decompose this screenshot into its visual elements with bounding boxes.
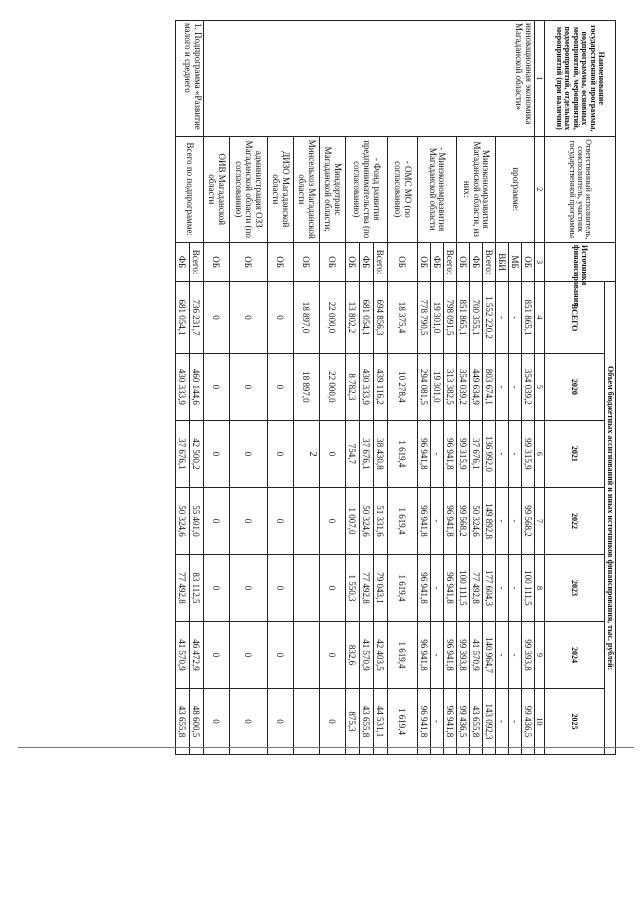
year-value-cell: [293, 621, 319, 688]
year-value-cell: 96 941,8: [417, 554, 430, 621]
total-value-cell: 851 865,1: [521, 282, 534, 354]
source-cell: МБ: [508, 242, 521, 281]
year-value-cell: 449 634,9: [469, 353, 482, 420]
year-value-cell: -: [495, 554, 508, 621]
year-value-cell: 0: [229, 689, 267, 755]
year-value-cell: 0: [319, 621, 345, 688]
year-value-cell: 37 676,1: [469, 420, 482, 487]
header-year: 2024: [544, 621, 604, 688]
year-value-cell: 96 941,8: [443, 420, 456, 487]
year-value-cell: -: [495, 420, 508, 487]
year-value-cell: [293, 554, 319, 621]
year-value-cell: -: [430, 621, 443, 688]
year-value-cell: 294 081,5: [417, 353, 430, 420]
year-value-cell: 0: [229, 554, 267, 621]
year-value-cell: 99 315,9: [456, 420, 469, 487]
source-cell: ФБ: [359, 242, 373, 281]
total-value-cell: 0: [229, 282, 267, 354]
total-value-cell: 798 091,5: [443, 282, 456, 354]
total-value-cell: 681 054,1: [359, 282, 373, 354]
executor-cell: ДИЗО Магаданской области: [267, 136, 293, 242]
source-cell: ОБ: [203, 242, 229, 281]
year-value-cell: 0: [319, 420, 345, 487]
year-value-cell: 0: [267, 554, 293, 621]
year-value-cell: -: [430, 554, 443, 621]
year-value-cell: 875,3: [345, 689, 359, 755]
year-value-cell: 0: [229, 353, 267, 420]
year-value-cell: 0: [319, 487, 345, 554]
year-value-cell: 38 430,8: [373, 420, 387, 487]
total-value-cell: -: [495, 282, 508, 354]
year-value-cell: 0: [267, 487, 293, 554]
total-value-cell: 13 802,2: [345, 282, 359, 354]
total-value-cell: 778 790,5: [417, 282, 430, 354]
source-cell: Всего:: [482, 242, 495, 281]
year-value-cell: 99 393,8: [456, 621, 469, 688]
year-value-cell: 96 941,8: [417, 487, 430, 554]
col-index: 2: [534, 136, 544, 242]
year-value-cell: 803 674,1: [482, 353, 495, 420]
rotated-table-sheet: [86, 20, 616, 755]
year-value-cell: -: [495, 487, 508, 554]
total-value-cell: 1 552 220,2: [482, 282, 495, 354]
year-value-cell: 77 492,8: [175, 554, 189, 621]
executor-cell: - ОМС МО (по согласованию): [387, 136, 417, 242]
header-name: Наименование государственной программы, подпрограммы, основных мероприятий, мероприятий, подмероприятий, отдельных мероприятий (при наличии): [544, 21, 615, 137]
year-value-cell: 460 144,6: [189, 353, 203, 420]
year-value-cell: 0: [267, 621, 293, 688]
year-value-cell: 0: [203, 487, 229, 554]
year-value-cell: 0: [229, 487, 267, 554]
year-value-cell: 1 619,4: [387, 621, 417, 688]
year-value-cell: 0: [203, 353, 229, 420]
source-cell: ОБ: [267, 242, 293, 281]
header-year: 2023: [544, 554, 604, 621]
year-value-cell: 43 655,8: [359, 689, 373, 755]
year-value-cell: 99 315,9: [521, 420, 534, 487]
source-cell: ОБ: [387, 242, 417, 281]
year-value-cell: 77 492,8: [469, 554, 482, 621]
total-value-cell: -: [508, 282, 521, 354]
col-index: 1: [534, 21, 544, 137]
year-value-cell: 430 333,9: [359, 353, 373, 420]
year-value-cell: 0: [203, 689, 229, 755]
year-value-cell: [293, 487, 319, 554]
year-value-cell: 1 007,0: [345, 487, 359, 554]
page-divider-line: [18, 747, 634, 748]
source-cell: ФБ: [469, 242, 482, 281]
source-cell: ОБ: [293, 242, 319, 281]
source-cell: ВБИ: [495, 242, 508, 281]
year-value-cell: 19 301,0: [430, 353, 443, 420]
year-value-cell: 96 941,8: [443, 554, 456, 621]
year-value-cell: 50 324,6: [469, 487, 482, 554]
year-value-cell: 1 619,4: [387, 487, 417, 554]
year-value-cell: 1 619,4: [387, 689, 417, 755]
executor-cell: Всего по подпрограмме:: [175, 136, 203, 242]
source-cell: ОБ: [456, 242, 469, 281]
year-value-cell: 79 043,1: [373, 554, 387, 621]
year-value-cell: 10 278,4: [387, 353, 417, 420]
year-value-cell: -: [495, 621, 508, 688]
year-value-cell: 0: [203, 621, 229, 688]
year-value-cell: 1 619,4: [387, 420, 417, 487]
year-value-cell: 41 570,9: [175, 621, 189, 688]
total-value-cell: 700 355,1: [469, 282, 482, 354]
col-index: 8: [534, 554, 544, 621]
year-value-cell: -: [508, 420, 521, 487]
year-value-cell: 50 324,6: [359, 487, 373, 554]
year-value-cell: 0: [203, 554, 229, 621]
executor-cell: ОИВ Магаданской области: [203, 136, 229, 242]
total-value-cell: 22 000,0: [319, 282, 345, 354]
year-value-cell: 354 039,2: [456, 353, 469, 420]
year-value-cell: 41 570,9: [469, 621, 482, 688]
source-cell: Всего:: [189, 242, 203, 281]
col-index: 7: [534, 487, 544, 554]
source-cell: ФБ: [175, 242, 189, 281]
program-name-cell: 1. Подпрограмма «Развитие малого и среднего: [175, 21, 203, 137]
executor-cell: Минэкономразвития Магаданской области, из них:: [456, 136, 495, 242]
year-value-cell: 99 436,5: [521, 689, 534, 755]
year-value-cell: 149 892,8: [482, 487, 495, 554]
year-value-cell: 8 782,3: [345, 353, 359, 420]
total-value-cell: 19 301,0: [430, 282, 443, 354]
year-value-cell: 44 531,1: [373, 689, 387, 755]
year-value-cell: 754,7: [345, 420, 359, 487]
col-index: 5: [534, 353, 544, 420]
total-value-cell: 736 231,7: [189, 282, 203, 354]
header-year: 2025: [544, 689, 604, 755]
year-value-cell: 0: [229, 621, 267, 688]
col-index: 9: [534, 621, 544, 688]
year-value-cell: 37 676,1: [175, 420, 189, 487]
budget-table: [175, 20, 616, 755]
header-executor: Ответственный исполнитель, соисполнитель, участник государственной программы: [544, 136, 615, 242]
year-value-cell: 430 333,9: [175, 353, 189, 420]
year-value-cell: 0: [203, 420, 229, 487]
header-volume: Объем бюджетных ассигнований и иных источников финансирования, тыс. рублей:: [604, 282, 615, 755]
col-index: 10: [534, 689, 544, 755]
year-value-cell: 0: [229, 420, 267, 487]
column-index-row: [534, 21, 544, 755]
header-source: Источники финансирования: [544, 242, 615, 281]
year-value-cell: 99 568,2: [456, 487, 469, 554]
source-cell: ФБ: [430, 242, 443, 281]
year-value-cell: -: [508, 487, 521, 554]
year-value-cell: 96 941,8: [417, 420, 430, 487]
col-index: 3: [534, 242, 544, 281]
source-cell: ОБ: [345, 242, 359, 281]
total-value-cell: 851 865,1: [456, 282, 469, 354]
year-value-cell: -: [430, 689, 443, 755]
source-cell: Всего:: [373, 242, 387, 281]
year-value-cell: 37 676,1: [359, 420, 373, 487]
year-value-cell: 43 655,8: [175, 689, 189, 755]
table-row: [521, 21, 534, 755]
total-value-cell: 681 054,1: [175, 282, 189, 354]
executor-cell: программе:: [495, 136, 534, 242]
year-value-cell: 96 941,8: [417, 621, 430, 688]
year-value-cell: 83 112,5: [189, 554, 203, 621]
year-value-cell: 96 941,8: [443, 621, 456, 688]
year-value-cell: 100 111,5: [456, 554, 469, 621]
year-value-cell: 1 550,3: [345, 554, 359, 621]
year-value-cell: 42 403,5: [373, 621, 387, 688]
year-value-cell: 96 941,8: [443, 487, 456, 554]
year-value-cell: 354 039,2: [521, 353, 534, 420]
year-value-cell: 0: [267, 689, 293, 755]
executor-cell: - Минэкономразвития Магаданской области: [417, 136, 456, 242]
year-value-cell: 99 436,5: [456, 689, 469, 755]
header-total: ВСЕГО: [544, 282, 604, 354]
header-year: 2021: [544, 420, 604, 487]
year-value-cell: 99 568,2: [521, 487, 534, 554]
year-value-cell: 177 604,3: [482, 554, 495, 621]
year-value-cell: 143 092,3: [482, 689, 495, 755]
year-value-cell: 832,6: [345, 621, 359, 688]
year-value-cell: -: [430, 420, 443, 487]
year-value-cell: 41 570,9: [359, 621, 373, 688]
year-value-cell: 51 331,6: [373, 487, 387, 554]
year-value-cell: 0: [319, 689, 345, 755]
executor-cell: администрация ОЗЗ Магаданской области (по согласованию): [229, 136, 267, 242]
year-value-cell: 1 619,4: [387, 554, 417, 621]
year-value-cell: 43 655,8: [469, 689, 482, 755]
year-value-cell: 42 500,2: [189, 420, 203, 487]
executor-cell: Миндортранс Магаданской области;: [319, 136, 345, 242]
source-cell: ОБ: [229, 242, 267, 281]
source-cell: ОБ: [521, 242, 534, 281]
year-value-cell: 96 941,8: [443, 689, 456, 755]
year-value-cell: -: [430, 487, 443, 554]
year-value-cell: -: [508, 621, 521, 688]
page-number: 2: [306, 451, 319, 457]
executor-cell: Минсельхоз Магаданской области: [293, 136, 319, 242]
year-value-cell: 96 941,8: [417, 689, 430, 755]
year-value-cell: -: [508, 353, 521, 420]
total-value-cell: 18 897,0: [293, 282, 319, 354]
table-row: [189, 21, 203, 755]
year-value-cell: 48 600,5: [189, 689, 203, 755]
year-value-cell: 100 111,5: [521, 554, 534, 621]
year-value-cell: -: [495, 689, 508, 755]
year-value-cell: 99 393,8: [521, 621, 534, 688]
header-year: 2022: [544, 487, 604, 554]
executor-cell: - Фонд развития предпринимательства (по согласованию): [345, 136, 387, 242]
col-index: 6: [534, 420, 544, 487]
year-value-cell: -: [508, 554, 521, 621]
year-value-cell: -: [508, 689, 521, 755]
total-value-cell: 0: [267, 282, 293, 354]
total-value-cell: 18 375,4: [387, 282, 417, 354]
source-cell: Всего:: [443, 242, 456, 281]
year-value-cell: 77 492,8: [359, 554, 373, 621]
year-value-cell: 55 401,0: [189, 487, 203, 554]
year-value-cell: 22 000,0: [319, 353, 345, 420]
year-value-cell: 18 897,0: [293, 353, 319, 420]
year-value-cell: -: [495, 353, 508, 420]
year-value-cell: 0: [267, 420, 293, 487]
year-value-cell: [293, 689, 319, 755]
source-cell: ОБ: [417, 242, 430, 281]
year-value-cell: 0: [267, 353, 293, 420]
year-value-cell: 136 992,0: [482, 420, 495, 487]
header-year: 2020: [544, 353, 604, 420]
year-value-cell: 140 964,7: [482, 621, 495, 688]
program-name-cell: инновационная экономика Магаданской области»: [203, 21, 534, 137]
total-value-cell: 694 856,3: [373, 282, 387, 354]
col-index: 4: [534, 282, 544, 354]
year-value-cell: 46 472,9: [189, 621, 203, 688]
source-cell: ОБ: [319, 242, 345, 281]
year-value-cell: [293, 420, 319, 487]
year-value-cell: 50 324,6: [175, 487, 189, 554]
year-value-cell: 313 382,5: [443, 353, 456, 420]
year-value-cell: 0: [319, 554, 345, 621]
total-value-cell: 0: [203, 282, 229, 354]
year-value-cell: 439 116,2: [373, 353, 387, 420]
